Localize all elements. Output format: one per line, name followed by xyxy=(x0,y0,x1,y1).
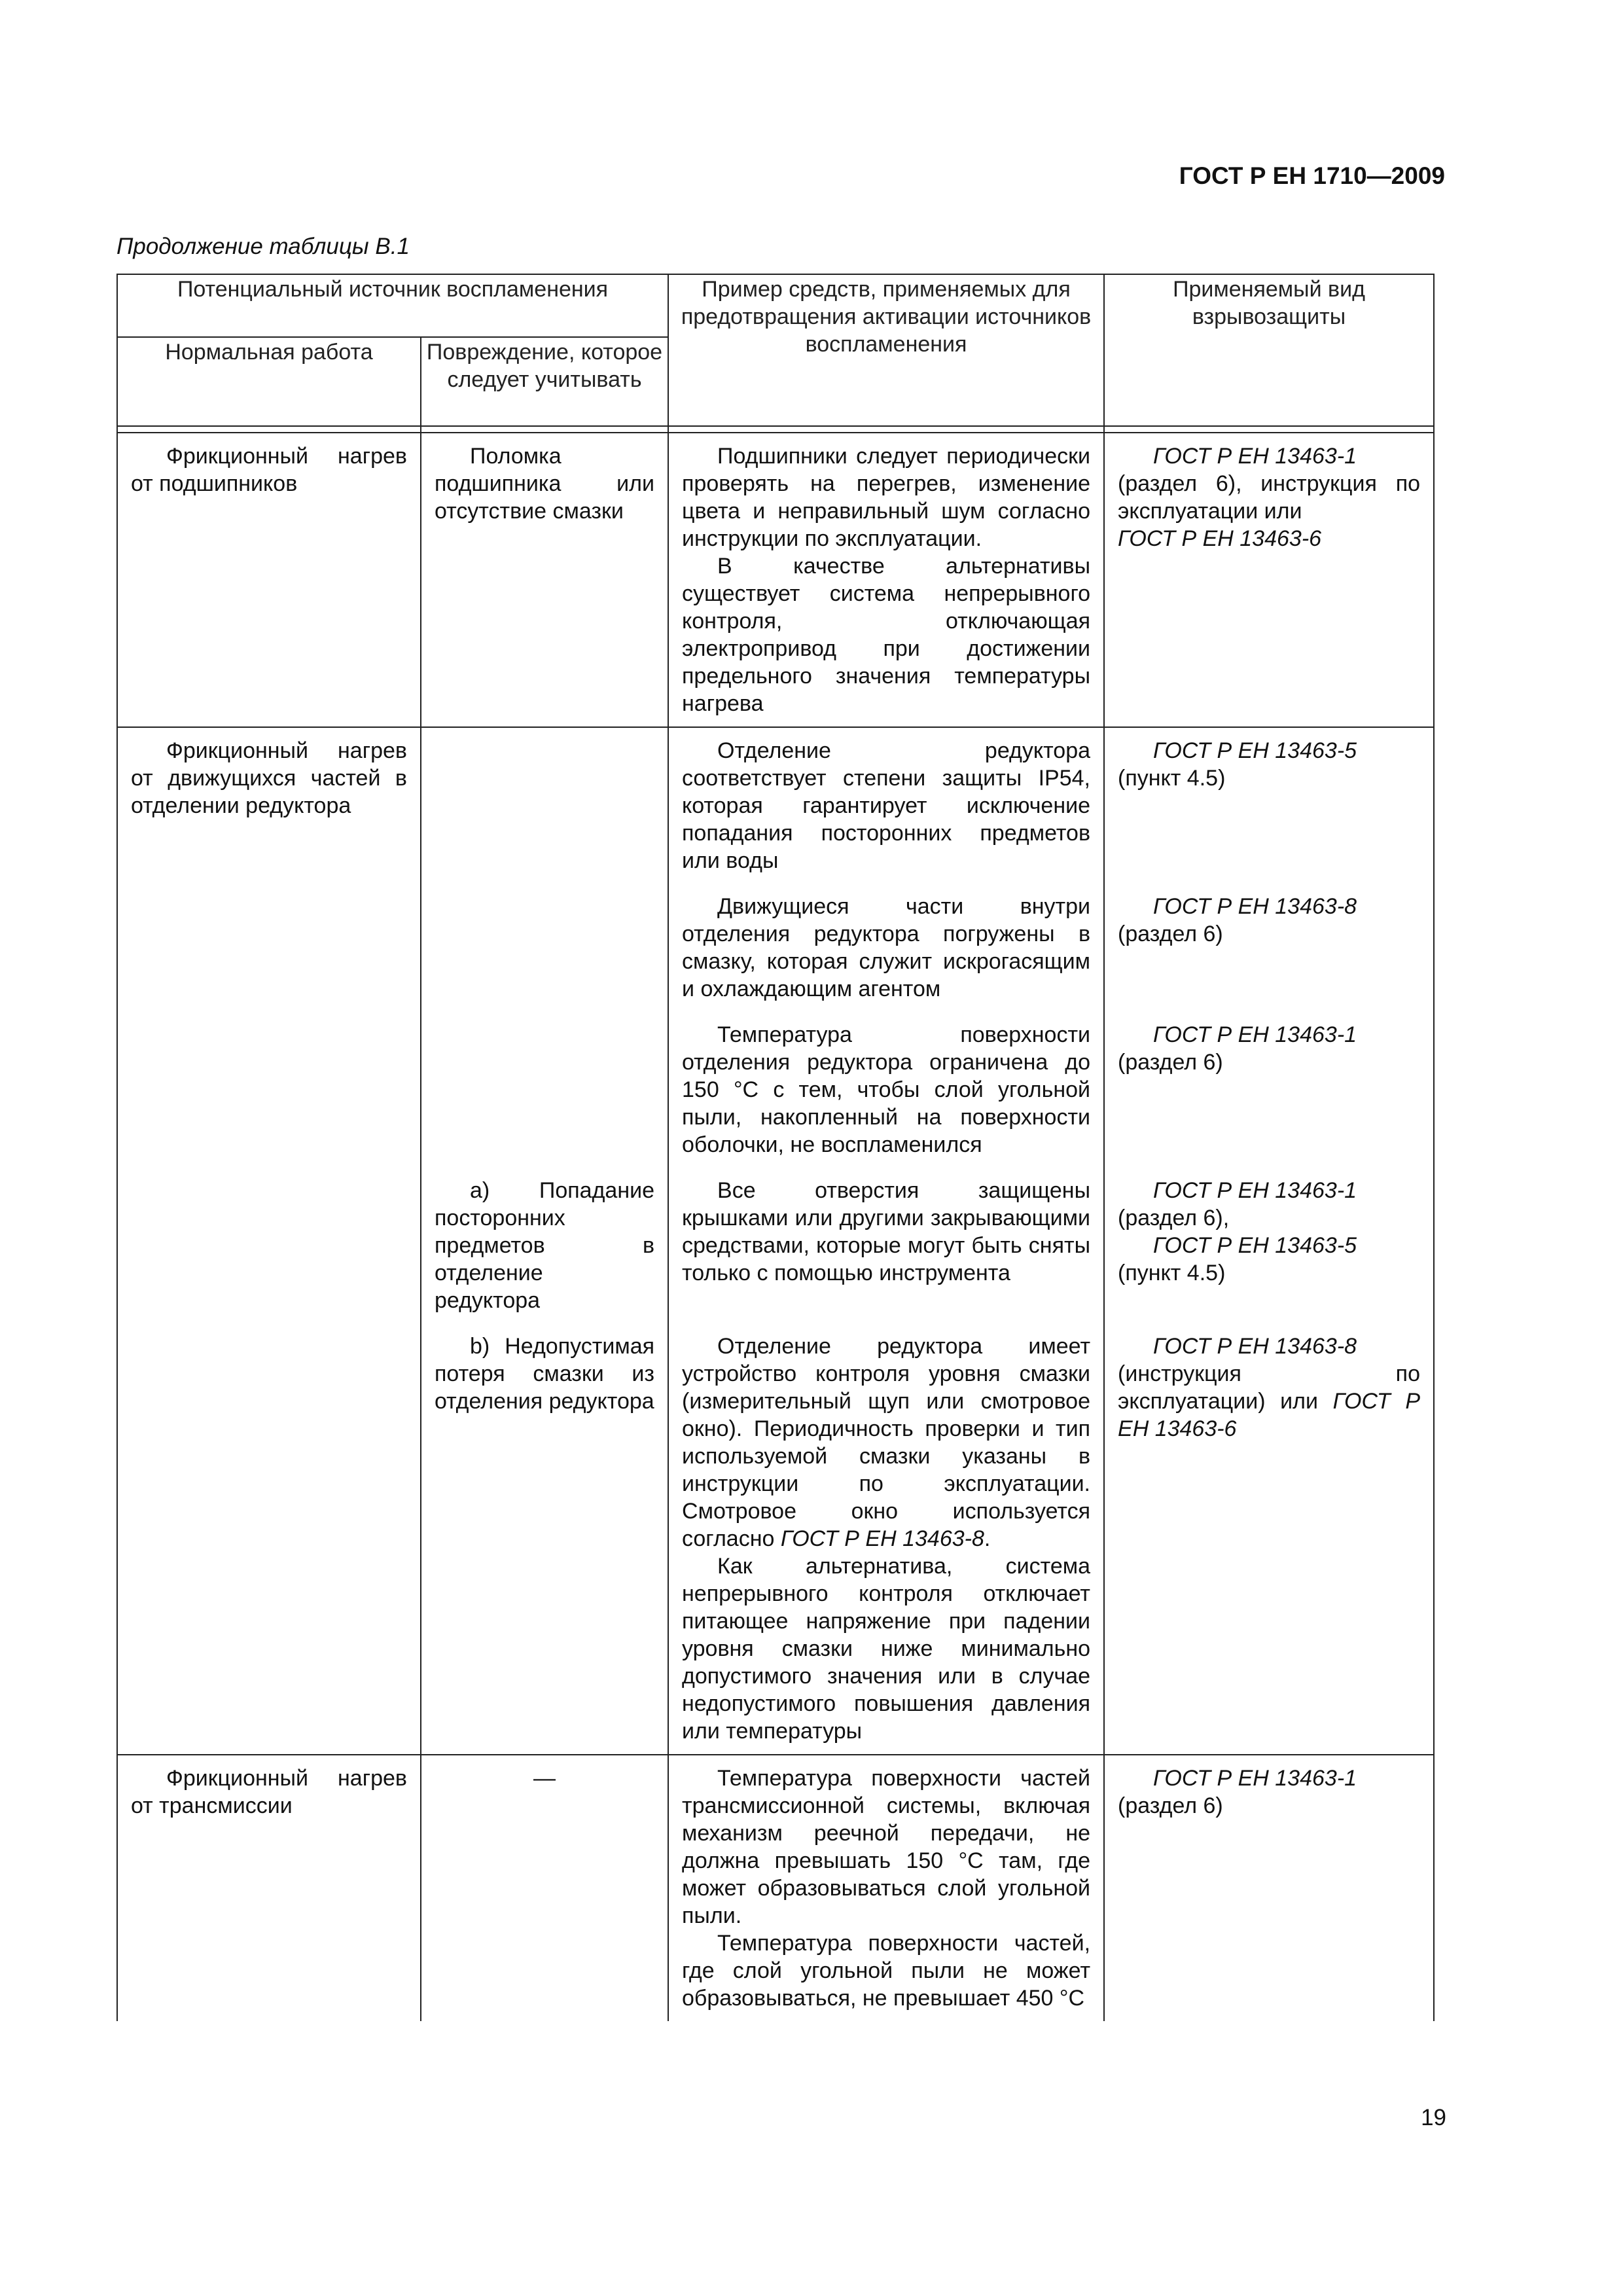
header-damage: Повреждение, которое следует учитывать xyxy=(421,337,668,426)
cell-protection xyxy=(1104,1012,1434,1168)
cell-damage: a) Попадание посторонних предметов в отделение редуктора xyxy=(421,1168,668,1323)
standard-ref: ГОСТ Р ЕН 13463-8 xyxy=(780,1526,984,1551)
means-paragraph: Температура поверхности частей трансмиссионной системы, включая механизм реечной передачи, не должна превышать 150 °С там, где может образовываться слой угольной пыли. xyxy=(682,1766,1091,1928)
standard-ref: ГОСТ Р ЕН 13463-8 xyxy=(1153,1334,1357,1359)
cell-protection xyxy=(1104,1323,1434,1755)
cell-means xyxy=(668,884,1104,1012)
ignition-sources-table xyxy=(116,274,1435,2021)
means-paragraph: Все отверстия защищены крышками или другими закрывающими средствами, которые могут быть сняты только с помощью инструмента xyxy=(682,1178,1091,1285)
means-text: . xyxy=(984,1526,991,1551)
standard-note: (раздел 6), инструкция по эксплуатации или xyxy=(1118,471,1421,524)
means-paragraph: Движущиеся части внутри отделения редуктора погружены в смазку, которая служит искрогасящим и охлаждающим агентом xyxy=(682,894,1091,1001)
cell-protection xyxy=(1104,1168,1434,1323)
standard-note: (пункт 4.5) xyxy=(1118,1261,1226,1285)
cell-damage: — xyxy=(421,1755,668,2021)
cell-protection xyxy=(1104,433,1434,727)
table-row xyxy=(117,433,1434,727)
standard-ref: ГОСТ Р ЕН 13463-5 xyxy=(1153,738,1357,763)
cell-damage-empty xyxy=(421,727,668,1168)
table-continuation-caption: Продолжение таблицы В.1 xyxy=(116,234,410,259)
means-paragraph: Температура поверхности частей, где слой угольной пыли не может образовываться, не превышает 450 °С xyxy=(682,1931,1091,2011)
standard-ref: ГОСТ Р ЕН 13463-8 xyxy=(1153,894,1357,919)
standard-note: (раздел 6) xyxy=(1118,1050,1223,1075)
cell-means xyxy=(668,1323,1104,1755)
table-row xyxy=(117,1755,1434,2021)
cell-means xyxy=(668,433,1104,727)
means-paragraph: Температура поверхности отделения редуктора ограничена до 150 °С с тем, чтобы слой угольной пыли, накопленный на поверхности оболочки, не воспламенился xyxy=(682,1022,1091,1157)
table-row xyxy=(117,727,1434,884)
cell-protection xyxy=(1104,1755,1434,2021)
means-paragraph xyxy=(682,1333,1090,1552)
cell-means xyxy=(668,1168,1104,1323)
page-number: 19 xyxy=(1421,2105,1446,2130)
standard-ref: ГОСТ Р ЕН 13463-1 xyxy=(1153,444,1357,469)
standard-note: (раздел 6) xyxy=(1118,1793,1223,1818)
means-paragraph: Отделение редуктора соответствует степени защиты IP54, которая гарантирует исключение попадания посторонних предметов или воды xyxy=(682,738,1091,873)
cell-normal: Фрикционный нагрев от подшипников xyxy=(117,433,421,727)
means-text: Отделение редуктора имеет устройство контроля уровня смазки (измерительный щуп или смотровое окно). Периодичность проверки и тип используемой смазки указаны в инструкции по эксплуатации. Смотровое окно используется согласно xyxy=(682,1334,1091,1551)
header-prevention-means: Пример средств, применяемых для предотвращения активации источников воспламенения xyxy=(668,274,1104,426)
cell-protection xyxy=(1104,727,1434,884)
means-paragraph: Как альтернатива, система непрерывного контроля отключает питающее напряжение при падении уровня смазки ниже минимально допустимого значения или в случае недопустимого повышения давления или температуры xyxy=(682,1554,1091,1744)
means-paragraph: В качестве альтернативы существует система непрерывного контроля, отключающая электропривод при достижении предельного значения температуры нагрева xyxy=(682,554,1091,716)
cell-damage: Поломка подшипника или отсутствие смазки xyxy=(421,433,668,727)
cell-normal: Фрикционный нагрев от движущихся частей в отделении редуктора xyxy=(117,727,421,1755)
cell-damage: b) Недопустимая потеря смазки из отделения редуктора xyxy=(421,1323,668,1755)
cell-means xyxy=(668,1012,1104,1168)
cell-means xyxy=(668,727,1104,884)
standard-ref: ГОСТ Р ЕН 13463-5 xyxy=(1153,1233,1357,1258)
standard-ref: ГОСТ Р ЕН 13463-6 xyxy=(1118,1389,1421,1441)
header-ignition-source: Потенциальный источник воспламенения xyxy=(117,274,668,337)
standard-ref: ГОСТ Р ЕН 13463-1 xyxy=(1153,1766,1357,1791)
header-protection-type: Применяемый вид взрывозащиты xyxy=(1104,274,1434,426)
document-title: ГОСТ Р ЕН 1710—2009 xyxy=(1179,162,1445,189)
standard-note: (раздел 6) xyxy=(1118,922,1223,946)
standard-ref: ГОСТ Р ЕН 13463-1 xyxy=(1153,1178,1357,1203)
cell-protection xyxy=(1104,884,1434,1012)
standard-note-text: (инструкция по эксплуатации) или xyxy=(1118,1361,1421,1414)
standard-note xyxy=(1118,1360,1420,1443)
means-paragraph: Подшипники следует периодически проверять на перегрев, изменение цвета и неправильный шум согласно инструкции по эксплуатации. xyxy=(682,444,1091,551)
header-normal-operation: Нормальная работа xyxy=(117,337,421,426)
cell-normal: Фрикционный нагрев от трансмиссии xyxy=(117,1755,421,2021)
standard-note: (пункт 4.5) xyxy=(1118,766,1226,791)
cell-means xyxy=(668,1755,1104,2021)
standard-ref: ГОСТ Р ЕН 13463-1 xyxy=(1153,1022,1357,1047)
standard-note: (раздел 6), xyxy=(1118,1206,1230,1230)
standard-ref: ГОСТ Р ЕН 13463-6 xyxy=(1118,526,1322,551)
